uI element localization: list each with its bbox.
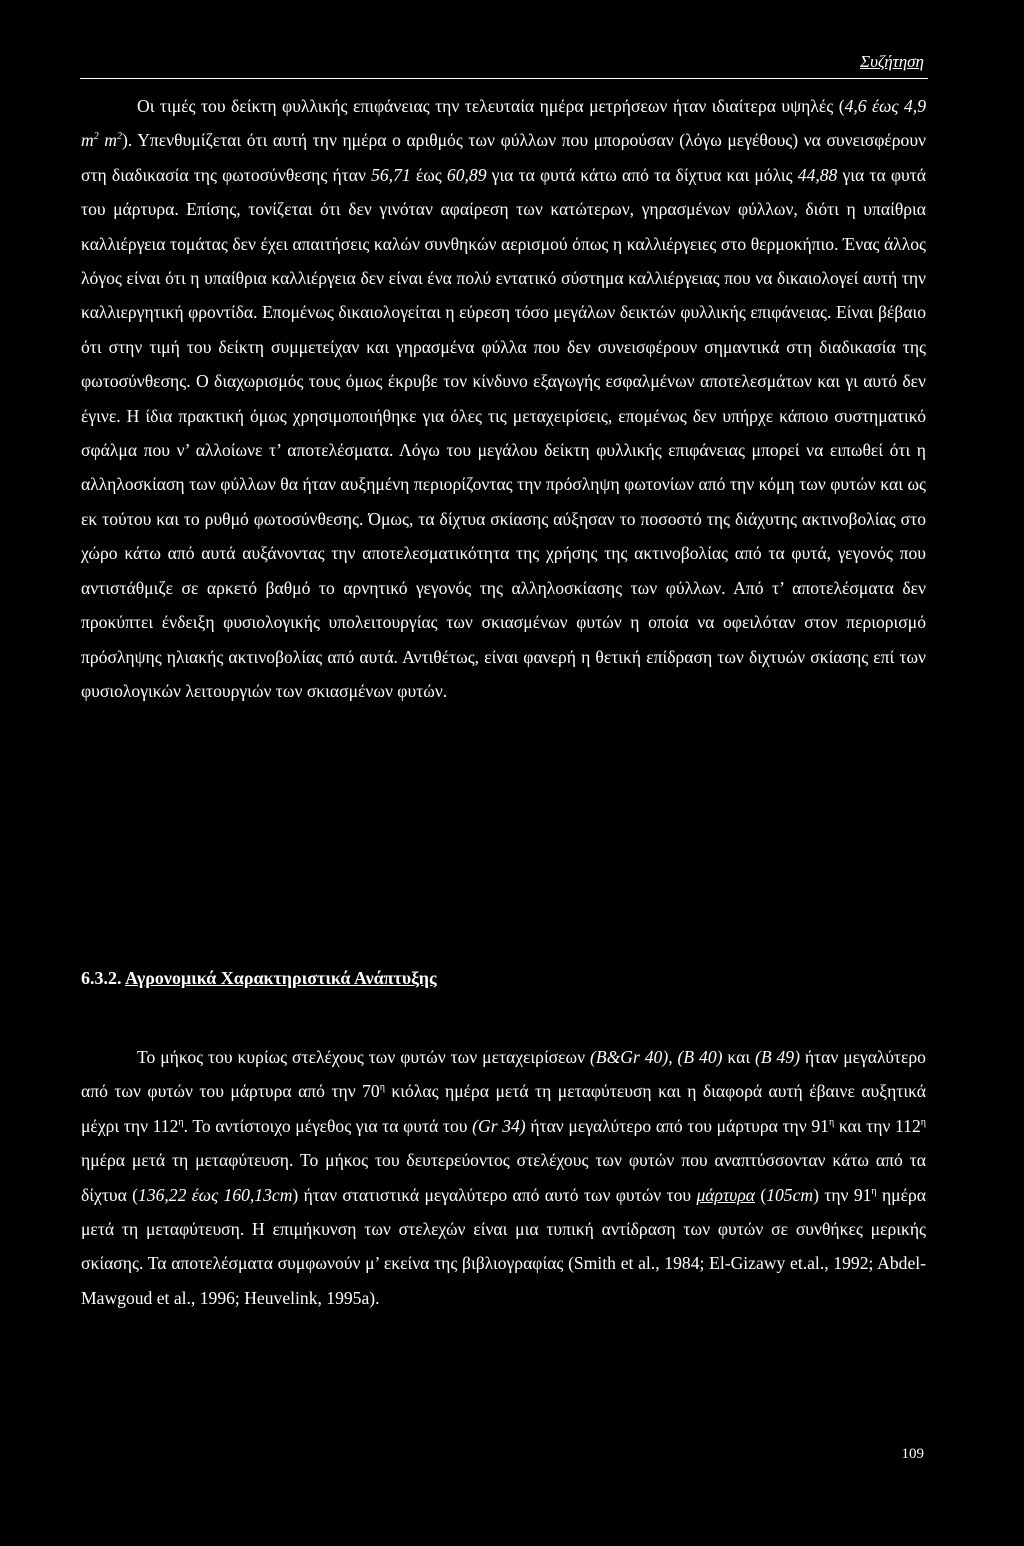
text-run: . Το αντίστοιχο μέγεθος για τα φυτά του: [183, 1115, 473, 1136]
leaf-count-value: 56,71: [371, 164, 411, 185]
length-range: 136,22 έως 160,13cm: [138, 1184, 293, 1205]
text-run: ημέρα μετά τη μεταφύτευση. Η επιμήκυνση των στελεχών είναι μια τυπική αντίδραση των φυτών σε συνθήκες μερικής σκίασης. Τα αποτελέσματα συμφωνούν μ’ εκείνα της βιβλιογραφίας (Smith et al., 1984; El-Gizawy et.al., 1992; Abdel-Mawgoud et al., 1996; Heuvelink, 1995a).: [81, 1184, 926, 1308]
superscript: η: [920, 1116, 926, 1128]
length-value: 105cm: [766, 1184, 814, 1205]
running-header-title: Συζήτηση: [859, 52, 924, 71]
treatment-label: (Gr 34): [472, 1115, 526, 1136]
superscript: 2: [93, 131, 99, 143]
text-run: Το μήκος του κυρίως στελέχους των φυτών των μεταχειρίσεων: [137, 1047, 590, 1067]
section-heading: [81, 968, 437, 989]
leaf-count-value: 44,88: [797, 164, 838, 185]
text-run: ) την 91: [813, 1184, 872, 1205]
results-paragraph: [81, 1040, 926, 1315]
text-run: έως: [410, 164, 447, 185]
text-run: και: [722, 1047, 755, 1067]
text-run: και την 112: [834, 1115, 921, 1136]
treatment-label: (B 49): [754, 1047, 800, 1067]
leaf-count-value: 60,89: [446, 164, 487, 185]
superscript: η: [379, 1082, 385, 1094]
section-number: 6.3.2.: [81, 968, 122, 988]
text-run: Οι τιμές του δείκτη φυλλικής επιφάνειας την τελευταία ημέρα μετρήσεων ήταν ιδιαίτερα υψηλές (: [137, 96, 845, 116]
text-run: ). Υπενθυμίζεται ότι αυτή την ημέρα ο αριθμός των φύλλων που μπορούσαν (λόγω μεγέθους) να συνεισφέρουν στη διαδικασία της φωτοσύνθεσης ήταν: [81, 130, 926, 185]
text-run: ) ήταν στατιστικά μεγαλύτερο από αυτό των φυτών του: [292, 1184, 697, 1205]
superscript: η: [828, 1116, 835, 1128]
lai-range: 4,6 έως 4,9 m: [81, 96, 926, 151]
treatment-labels: (B&Gr 40), (B 40): [590, 1047, 723, 1067]
superscript: η: [178, 1116, 184, 1128]
text-run: (: [755, 1184, 767, 1205]
control-word: μάρτυρα: [696, 1184, 756, 1205]
superscript: η: [871, 1185, 877, 1197]
text-run: για τα φυτά του μάρτυρα. Επίσης, τονίζεται ότι δεν γινόταν αφαίρεση των κατώτερων, γηρασμένων φύλλων, διότι η υπαίθρια καλλιέργεια τομάτας δεν έχει απαιτήσεις καλών συνθηκών αερισμού όπως η καλλιέργειες στο θερμοκήπιο. Ένας άλλος λόγος είναι ότι η υπαίθρια καλλιέργεια δεν είναι ένα πολύ εντατικό σύστημα καλλιέργειας που να δικαιολογεί αυτή την καλλιεργητική φροντίδα. Επομένως δικαιολογείται η εύρεση τόσο μεγάλων δεικτών φυλλικής επιφάνειας. Είναι βέβαιο ότι στην τιμή του δείκτη συμμετείχαν και γηρασμένα φύλλα που δεν συνεισφέρουν σημαντικά στη διαδικασία της φωτοσύνθεσης. Ο διαχωρισμός τους όμως έκρυβε τον κίνδυνο εξαγωγής εσφαλμένων αποτελεσμάτων και γι αυτό δεν έγινε. Η ίδια πρακτική όμως χρησιμοποιήθηκε για όλες τις μεταχειρίσεις, επομένως δεν υπήρχε κάποιο συστηματικό σφάλμα που ν’ αλλοίωνε τ’ αποτελέσματα. Λόγω του μεγάλου δείκτη φυλλικής επιφάνειας μπορεί να ειπωθεί ότι η αλληλοσκίαση των φύλλων θα ήταν αυξημένη περιορίζοντας την πρόσληψη φωτονίων από την κόμη των φυτών και ως εκ τούτου και το ρυθμό φωτοσύνθεσης. Όμως, τα δίχτυα σκίασης αύξησαν το ποσοστό της διάχυτης ακτινοβολίας στο χώρο κάτω από αυτά αυξάνοντας την αποτελεσματικότητα της χρήσης της ακτινοβολίας από τα φυτά, γεγονός που αντιστάθμιζε σε αρκετό βαθμό το αρνητικό γεγονός της αλληλοσκίασης των φύλλων. Από τ’ αποτελέσματα δεν προκύπτει ένδειξη φυσιολογικής υπολειτουργίας των σκιασμένων φυτών η οποία να οφειλόταν στον περιορισμό πρόσληψης ηλιακής ακτινοβολίας από αυτά. Αντιθέτως, είναι φανερή η θετική επίδραση των διχτυών σκίασης επί των φυσιολογικών λειτουργιών των σκιασμένων φυτών.: [81, 164, 926, 701]
superscript: 2: [117, 131, 123, 143]
text-run: ημέρα μετά τη μεταφύτευση. Το μήκος του δευτερεύοντος στελέχους των φυτών που αναπτύσσονταν κάτω από τα δίχτυα (: [81, 1150, 926, 1205]
text-run: ήταν μεγαλύτερο από των φυτών του μάρτυρα από την 70: [81, 1047, 926, 1102]
page-number: 109: [901, 1446, 924, 1462]
text-run: για τα φυτά κάτω από τα δίχτυα και μόλις: [486, 164, 798, 185]
unit-text: m: [98, 130, 118, 151]
text-run: ήταν μεγαλύτερο από του μάρτυρα την 91: [525, 1115, 829, 1136]
header-rule: [80, 78, 928, 79]
section-title: Αγρονομικά Χαρακτηριστικά Ανάπτυξης: [125, 968, 437, 988]
text-run: κιόλας ημέρα μετά τη μεταφύτευση και η διαφορά αυτή έβαινε αυξητικά μέχρι την 112: [81, 1081, 926, 1136]
discussion-paragraph: [81, 89, 926, 708]
